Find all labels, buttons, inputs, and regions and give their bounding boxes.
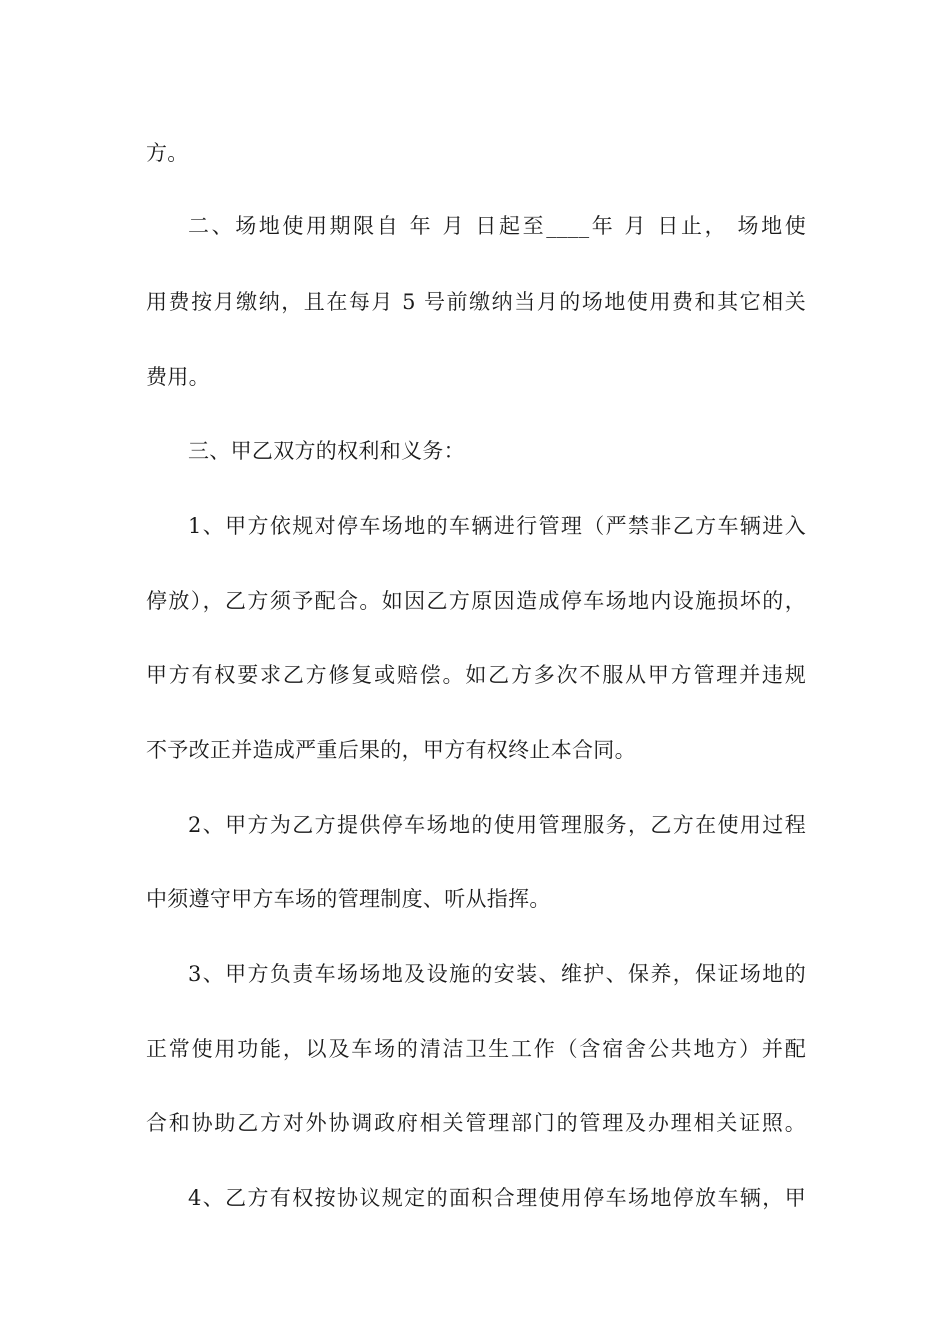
text-line: 1、甲方依规对停车场地的车辆进行管理（严禁非乙方车辆进入 [188,514,806,538]
text-line: 正常使用功能，以及车场的清洁卫生工作（含宿舍公共地方）并配 [146,1037,806,1061]
text-line: 中须遵守甲方车场的管理制度、听从指挥。 [146,887,551,911]
text-line: 二、场地使用期限自 年 月 日起至____年 月 日止， 场地使 [188,214,806,238]
text-line: 合和协助乙方对外协调政府相关管理部门的管理及办理相关证照。 [146,1111,806,1135]
text-line: 甲方有权要求乙方修复或赔偿。如乙方多次不服从甲方管理并违规 [146,663,806,687]
text-line: 2、甲方为乙方提供停车场地的使用管理服务，乙方在使用过程 [188,813,806,837]
text-line: 3、甲方负责车场场地及设施的安装、维护、保养，保证场地的 [188,962,806,986]
text-line: 方。 [146,141,189,165]
text-line: 用费按月缴纳，且在每月 5 号前缴纳当月的场地使用费和其它相关 [146,290,806,314]
section-heading: 三、甲乙双方的权利和义务： [188,439,465,463]
text-line: 停放），乙方须予配合。如因乙方原因造成停车场地内设施损坏的， [146,589,806,613]
text-line: 不予改正并造成严重后果的，甲方有权终止本合同。 [146,738,636,762]
text-line: 4、乙方有权按协议规定的面积合理使用停车场地停放车辆，甲 [188,1186,806,1210]
text-line: 费用。 [146,365,210,389]
